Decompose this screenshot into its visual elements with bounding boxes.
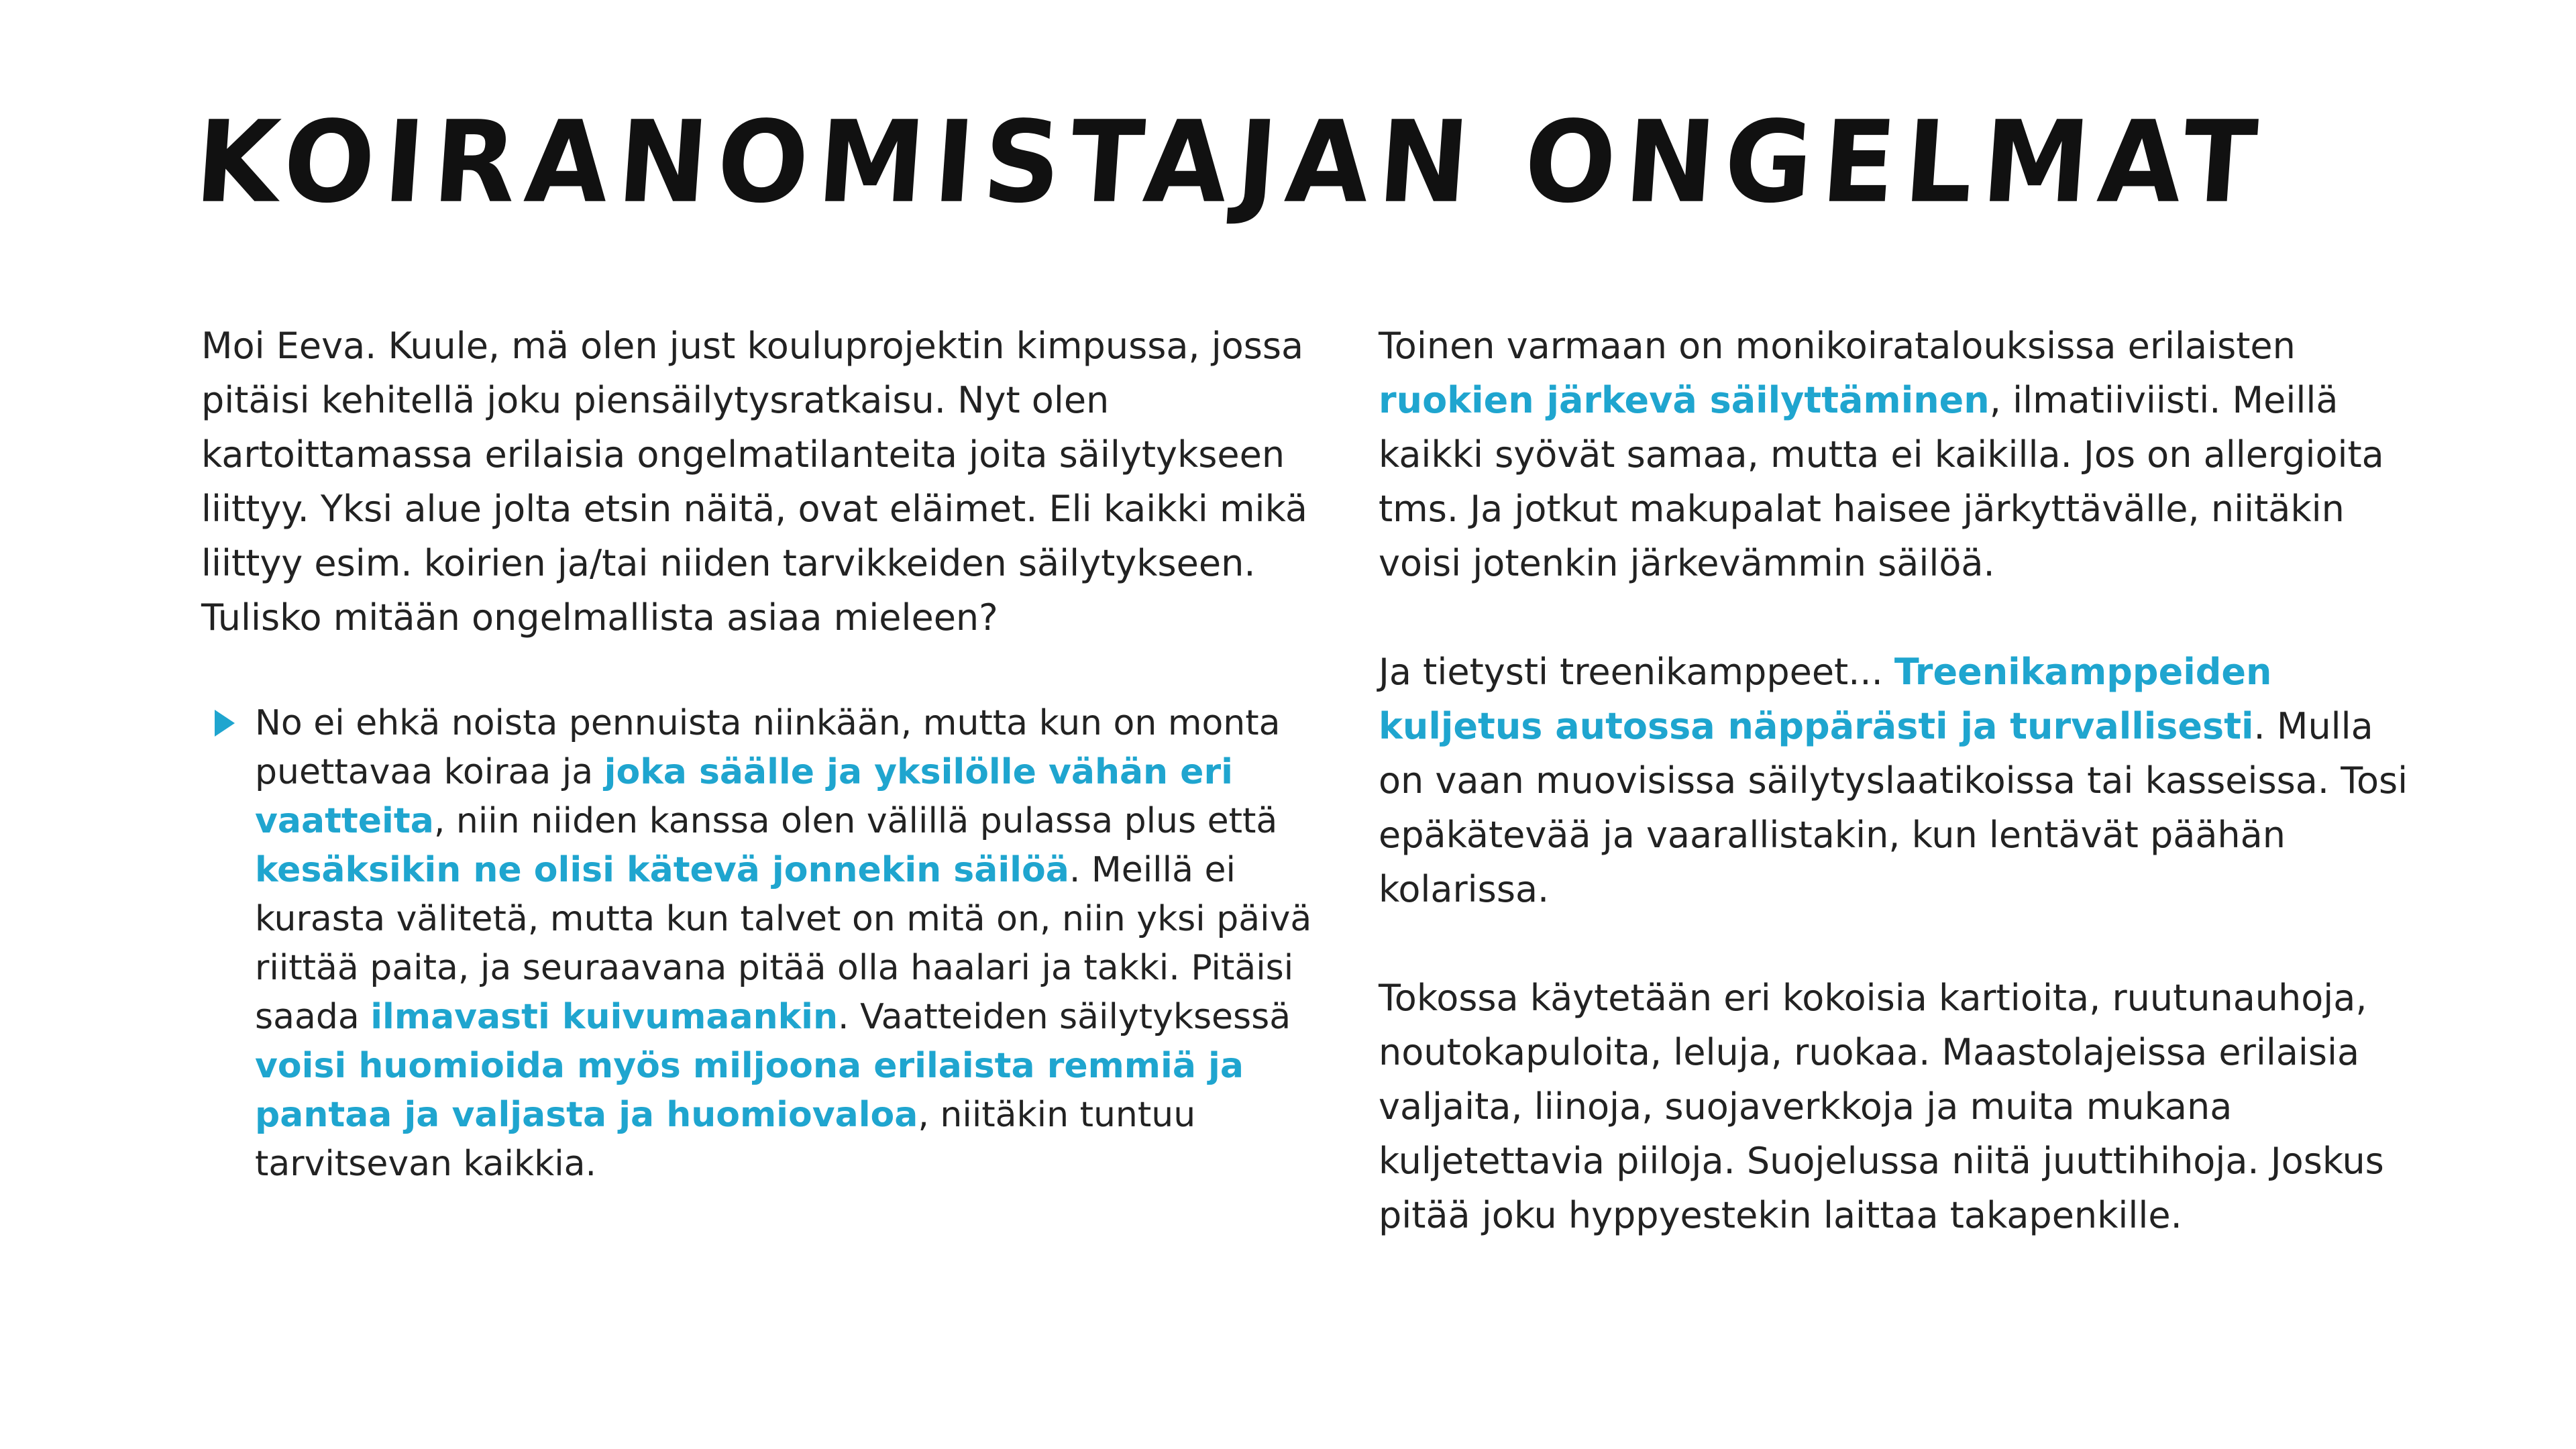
reply-text-5: , niitäkin tuntuu tarvitsevan kaikkia.: [255, 1095, 1196, 1184]
left-column: [201, 319, 1335, 1189]
reply-highlight-2: kesäksikin ne olisi kätevä jonnekin säilöä: [255, 850, 1069, 890]
food-text-2: , ilmatiiviisti. Meillä kaikki syövät samaa, mutta ei kaikilla. Jos on allergioita tms. Ja jotkut makupalat haisee järkyttävälle, niitäkin voisi jotenkin järkevämmin säilöä.: [1379, 379, 2384, 584]
training-text-1: Ja tietysti treenikamppeet...: [1379, 651, 1894, 693]
bullet-reply: [201, 699, 1335, 1189]
food-text-1: Toinen varmaan on monikoiratalouksissa erilaisten: [1379, 325, 2296, 367]
training-text-2: . Mulla on vaan muovisissa säilytyslaatikoissa tai kasseissa. Tosi epäkätevää ja vaarallistakin, kun lentävät päähän kolarissa.: [1379, 705, 2408, 910]
reply-text-1: No ei ehkä noista pennuista niinkään, mutta kun on monta puettavaa koiraa ja: [255, 703, 1281, 792]
training-highlight: Treenikamppeiden kuljetus autossa näppärästi ja turvallisesti: [1379, 651, 2272, 747]
training-paragraph: [1379, 645, 2412, 916]
reply-highlight-1: joka säälle ja yksilölle vähän eri vaatteita: [255, 752, 1233, 841]
play-triangle-icon: [215, 710, 235, 737]
reply-text-2: , niin niiden kanssa olen välillä pulassa plus että: [433, 801, 1278, 841]
sports-paragraph: Tokossa käytetään eri kokoisia kartioita, ruutunauhoja, noutokapuloita, leluja, ruokaa. Maastolajeissa erilaisia valjaita, liinoja, suojaverkkoja ja muita mukana kuljetettavia piiloja. Suojelussa niitä juuttihihoja. Joskus pitää joku hyppyestekin laittaa takapenkille.: [1379, 977, 2384, 1236]
right-column: [1379, 319, 2412, 1242]
reply-text-4: . Vaatteiden säilytyksessä: [838, 997, 1291, 1037]
reply-text-3: . Meillä ei kurasta välitetä, mutta kun talvet on mitä on, niin yksi päivä riittää paita, ja seuraavana pitää olla haalari ja takki. Pitäisi saada: [255, 850, 1312, 1037]
paragraph-gap: [1379, 916, 2412, 971]
page-title: KOIRANOMISTAJAN ONGELMAT: [191, 96, 2271, 228]
food-paragraph: [1379, 319, 2412, 590]
intro-paragraph: Moi Eeva. Kuule, mä olen just kouluprojektin kimpussa, jossa pitäisi kehitellä joku piensäilytysratkaisu. Nyt olen kartoittamassa erilaisia ongelmatilanteita joita säilytykseen liittyy. Yksi alue jolta etsin näitä, ovat eläimet. Eli kaikki mikä liittyy esim. koirien ja/tai niiden tarvikkeiden säilytykseen. Tulisko mitään ongelmallista asiaa mieleen?: [201, 325, 1307, 639]
food-highlight: ruokien järkevä säilyttäminen: [1379, 379, 1990, 421]
paragraph-gap: [1379, 590, 2412, 645]
reply-highlight-4: voisi huomioida myös miljoona erilaista remmiä ja pantaa ja valjasta ja huomiovaloa: [255, 1046, 1244, 1135]
reply-highlight-3: ilmavasti kuivumaankin: [370, 997, 839, 1037]
